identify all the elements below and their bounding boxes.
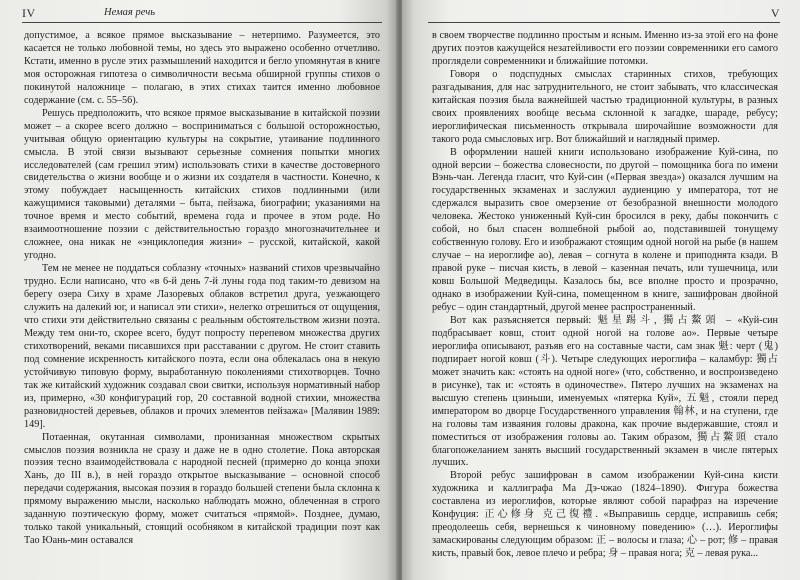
paragraph: Второй ребус зашифрован в самом изображении Куй-сина кисти художника и каллиграфа Ма Дэ-чжао (1824–1890). Фигура божества составлена из иероглифов, которые являют собой парафраз на изречение Конфуция: 正心修身 克己復禮. «Выправишь сердце, исправишь себя; преодолеешь себя, вернешься к чиновному поведению» (…). Иероглифы замаскированы следующим образом: 正 – волосы и глаза; 心 – рот; 修 – правая кисть, правый бок, левое плечо и ребра; 身 – правая нога; 克 – левая рука... xyxy=(432,470,778,560)
left-page xyxy=(0,0,398,580)
left-page-number xyxy=(22,6,36,21)
right-page-number xyxy=(771,6,780,21)
paragraph: допустимое, а всякое прямое высказывание – нетерпимо. Разумеется, это касается не только любовной темы, но здесь это выражено особенно отчетливо. Кстати, именно в русле этих размышлений находится и бегло упомянутая в книге моя осторожная гипотеза о символичности весьма обширной группы стихов о покинутой наложнице – полагаю, в этих стихах таится именно любовное содержание (см. с. 55–56). xyxy=(24,30,380,106)
paragraph: Вот как разъясняется первый: 魁星踢斗, 獨占鰲頭 – «Куй-син подбрасывает ковш, стоит одной ногой на голове ао». Первые четыре иероглифа описывают, разъяв его на составные части, сам знак 魁: черт (鬼) подпирает ногой ковш (斗). Четыре следующих иероглифа – каламбур: 獨占 может значить как: «стоять на одной ноге» (что, собственно, и воспроизведено в рисунке), так и: «стоять в одиночестве». Пятеро лучших на экзаменах на высшую степень цзиньши, именуемых «пятерка Куй», 五魁, стояли перед императором во дворце Государственного управления 翰林, и на ступени, где на головы там изваяния головы дракона, как прочие выдержавшие, стоял и поместиться от изображения головы ао. Таким образом, 獨占鰲頭 стало благопожеланием занять высший государственный экзамен в числе пятерых лучших. xyxy=(432,314,778,469)
paragraph: в своем творчестве подлинно простым и ясным. Именно из-за этой его на фоне других поэтов кажущейся незатейливости его поэзии современники его самого проглядели современники и ближайшие потомки. xyxy=(432,30,778,67)
left-page-text xyxy=(24,30,380,548)
paragraph: В оформлении нашей книги использовано изображение Куй-сина, по одной версии – божества словесности, по другой – помощника бога по имени Вэнь-чан. Легенда гласит, что Куй-син («Первая звезда») оказался лучшим на государственных экзаменах и заслужил аудиенцию у императора, тот не сдержался выразить свое омерзение от безобразной внешности молодого человека. Жестоко униженный Куй-син бросился в реку, дабы покончить с собой, но был спасен волшебной рыбой ао, подставившей тонущему собственную голову. Его и изображают стоящим одной ногой на рыбе (в нашем случае – на иероглифе ао), левая – согнута в колене и приподнята кзади. В правой руке – писчая кисть, в левой – казенная печать, или тушечница, или ковш Большой Медведицы. Казалось бы, все вполне просто и прозрачно, однако в изображении Куй-сина, помещенном в книге, зашифрован двойной ребус – один стандартный, другой менее распространенный. xyxy=(432,146,778,314)
running-head: Немая речь xyxy=(104,7,155,18)
header-rule xyxy=(22,22,382,23)
page-number: V xyxy=(770,6,780,20)
right-page xyxy=(402,0,800,580)
paragraph: Потаенная, окутанная символами, пронизанная множеством скрытых смыслов поэзия возникла не сразу и даже не в одно столетие. Пока авторская поэзия тесно взаимодействовала с народной песней (примерно до конца эпохи Хань, до III в.), в ней гораздо открытое высказывание – основной способ передачи содержания, высокая поэзия в гораздо большей степени была склонна к прямому выражению мысли, насколько наблюдать можно, облеченная в строго заданную поэтическую форму, может считаться «прямой». Позднее, думаю, только такой уникальный, стоящий особняком в китайской традиции поэт как Тао Юань-мин оставался xyxy=(24,431,380,547)
paragraph: Тем не менее не поддаться соблазну «точных» названий стихов чрезвычайно трудно. Если написано, что «в 6-й день 7-й луны года под таким-то девизом на берегу озера Сиху в храме Лазоревых облаков встретил друга, уезжающего служить на далекий юг, и написал эти стихи», нелегко отрешиться от ощущения, что стихи эти действительно связаны с реальным обстоятельством жизни поэта. Между тем они-то, скорее всего, будут попросту перепевом множества других стихотворений, веками писавшихся при расставании с другом. Не стоит ставить под сомнение искренность китайского поэта, если она облекалась она в некую устойчивую типовую форму, выработанную поколениями стихотворцев. Точно так же китайский художник создавал свои свитки, используя нормативный набор из, примерно, «30 конфигураций гор, 20 составной водной стихии, множества разновидностей деревьев, облаков и прочих элементов пейзажа» [Малявин 1989: 149]. xyxy=(24,263,380,430)
paragraph: Говоря о подспудных смыслах старинных стихов, требующих разгадывания, для нас затруднительного, не стоит забывать, что классическая китайская поэзия была важнейшей частью традиционной культуры, в разных своих проявлениях вообще весьма склонной к загадке, шараде, ребусу; иероглифическая письменность открывала широчайшие возможности для такого рода смысловых игр. Вот ближайший и наглядный пример. xyxy=(432,68,778,145)
right-page-text xyxy=(432,30,778,561)
header-rule xyxy=(428,22,780,23)
page-number: IV xyxy=(22,6,36,20)
left-running-head xyxy=(104,6,155,18)
paragraph: Решусь предположить, что всякое прямое высказывание в китайской поэзии может – а скорее всего должно – восприниматься с большой осторожностью, учитывая общую ориентацию культуры на сокрытие, утаивание подлинного смысла. В этой связи вызывают серьезные сомнения попытки многих исследователей (сам грешил этим) использовать стихи в качестве достоверного свидетельства о жизни вообще и о жизни их создателя в частности. Конечно, к этому побуждает насыщенность китайских стихов подлинными (или кажущимися таковыми) деталями – быта, пейзажа, биографии; указаниями на точное время и место событий, времена года и прочее в этом роде. Но взаимоотношение поэзии с действительностью гораздо многозначительнее и сложнее, она никак не «энциклопедия жизни» – русской, китайской, какой угодно. xyxy=(24,107,380,262)
